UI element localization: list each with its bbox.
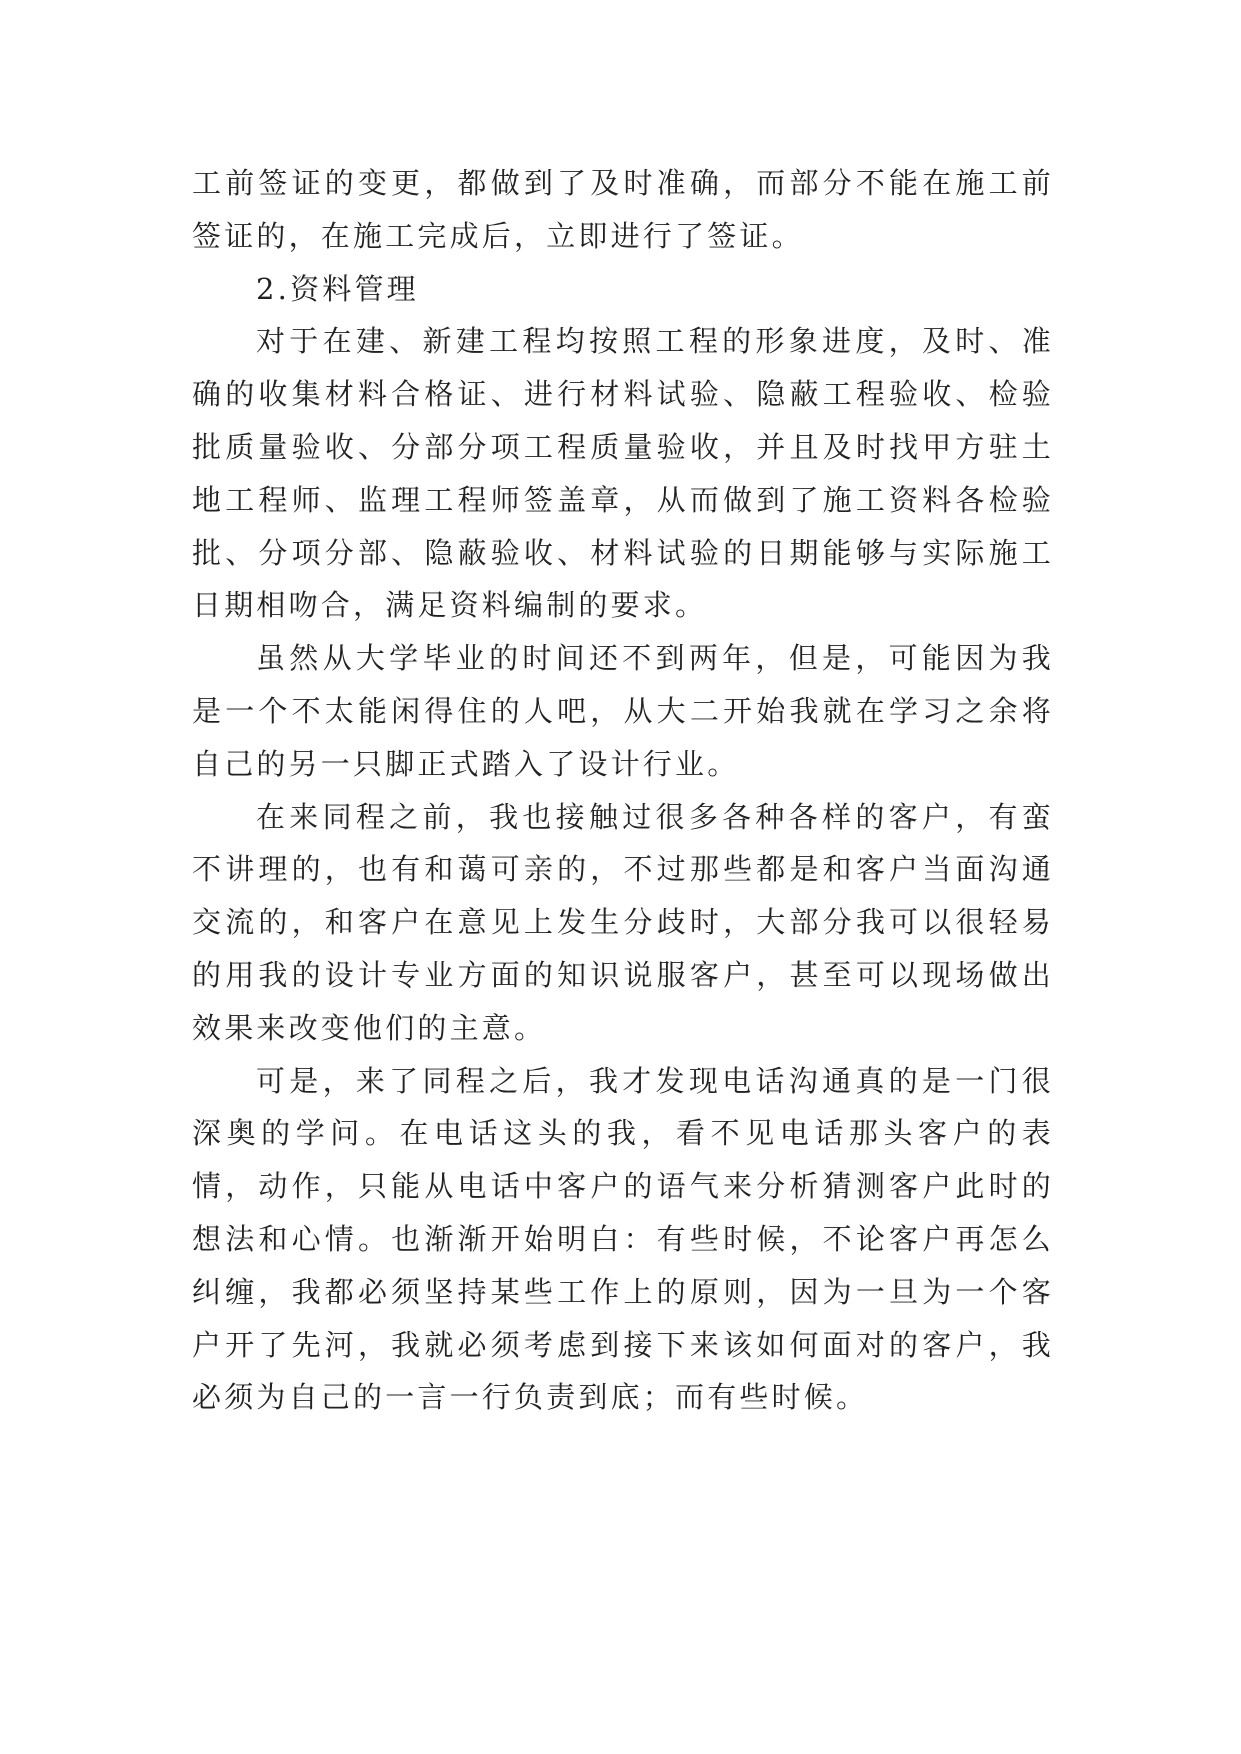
paragraph-phone-communication: 可是，来了同程之后，我才发现电话沟通真的是一门很深奥的学问。在电话这头的我，看不见电话那头客户的表情，动作，只能从电话中客户的语气来分析猜测客户此时的想法和心情。也渐渐开始明白：有些时候，不论客户再怎么纠缠，我都必须坚持某些工作上的原则，因为一旦为一个客户开了先河，我就必须考虑到接下来该如何面对的客户，我必须为自己的一言一行负责到底；而有些时候。 (192, 1063, 1054, 1415)
document-body (192, 157, 1054, 1424)
paragraph-visa-continuation: 工前签证的变更，都做到了及时准确，而部分不能在施工前签证的，在施工完成后，立即进行了签证。 (192, 166, 1054, 253)
paragraph-data-management: 对于在建、新建工程均按照工程的形象进度，及时、准确的收集材料合格证、进行材料试验、隐蔽工程验收、检验批质量验收、分部分项工程质量验收，并且及时找甲方驻土地工程师、监理工程师签盖章，从而做到了施工资料各检验批、分项分部、隐蔽验收、材料试验的日期能够与实际施工日期相吻合，满足资料编制的要求。 (192, 324, 1054, 623)
paragraph-customer-experience: 在来同程之前，我也接触过很多各种各样的客户，有蛮不讲理的，也有和蔼可亲的，不过那些都是和客户当面沟通交流的，和客户在意见上发生分歧时，大部分我可以很轻易的用我的设计专业方面的知识说服客户，甚至可以现场做出效果来改变他们的主意。 (192, 799, 1054, 1045)
paragraph-design-background: 虽然从大学毕业的时间还不到两年，但是，可能因为我是一个不太能闲得住的人吧，从大二开始我就在学习之余将自己的另一只脚正式踏入了设计行业。 (192, 641, 1054, 781)
section-heading-data-management: 2.资料管理 (256, 271, 419, 306)
